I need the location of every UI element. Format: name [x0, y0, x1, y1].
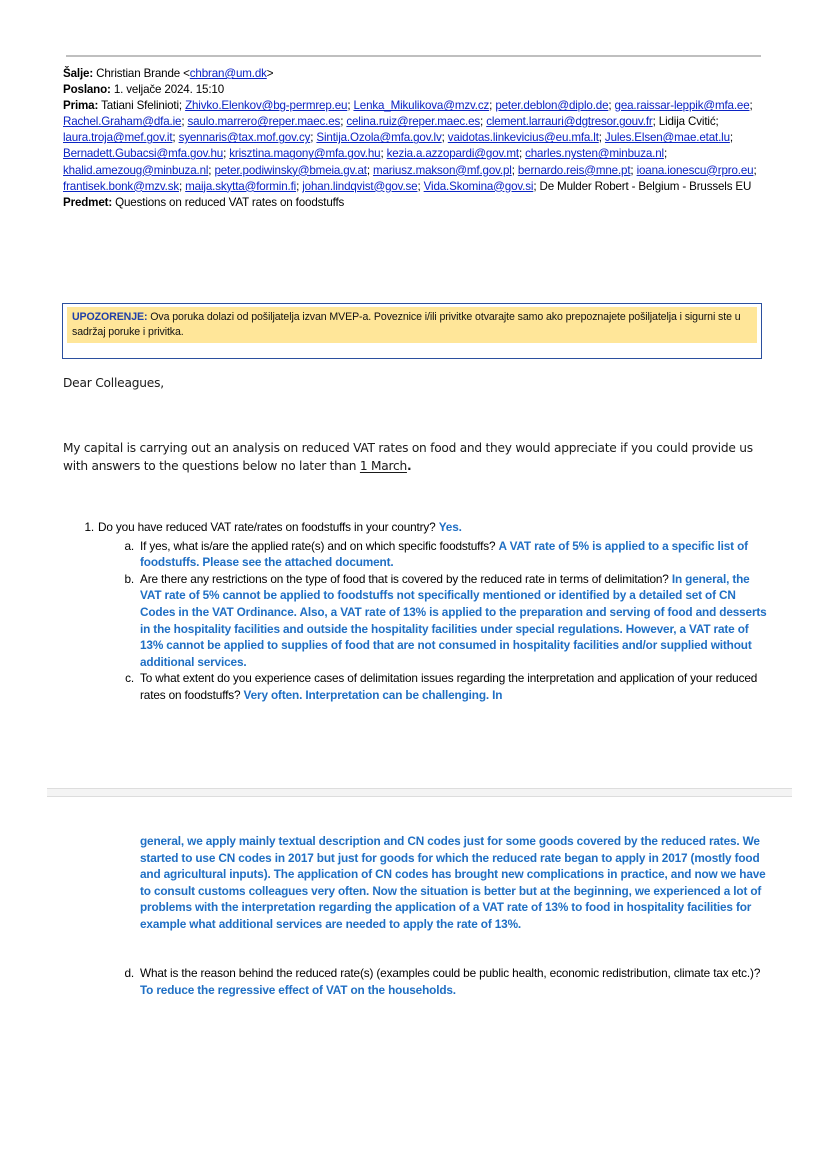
- recipient-email-link[interactable]: Vida.Skomina@gov.si: [423, 179, 534, 193]
- intro-paragraph: [63, 440, 768, 475]
- header-subject-line: [63, 195, 763, 211]
- question-item-1b: [0, 571, 827, 671]
- page-break-separator: [47, 788, 792, 797]
- question-1-marker: 1.: [84, 520, 94, 534]
- from-name: Christian Brande <: [96, 67, 190, 80]
- header-sent-line: [63, 82, 763, 98]
- recipient-email-link[interactable]: Zhivko.Elenkov@bg-permrep.eu: [185, 99, 348, 113]
- recipient-email-link[interactable]: Sintija.Ozola@mfa.gov.lv: [316, 131, 442, 145]
- recipient-email-link[interactable]: khalid.amezoug@minbuza.nl: [63, 163, 209, 177]
- answer-1: Yes.: [438, 520, 462, 534]
- recipient-email-link[interactable]: Rachel.Graham@dfa.ie: [63, 115, 182, 129]
- question-1d-marker: d.: [124, 966, 134, 980]
- recipient-email-link[interactable]: mariusz.makson@mf.gov.pl: [372, 163, 512, 177]
- to-label: Prima:: [63, 99, 99, 113]
- answer-1b: In general, the VAT rate of 5% cannot be applied to foodstuffs not specifically mentioned or identified by a detailed set of CN Codes in the VAT Ordinance. Also, a VAT rate of 13% is applied to the preparation and serving of food and desserts in the hospitality facilities and outside the hospitality facilities under special regulations. However, a VAT rate of 13% cannot be applied to supplies of food that are not consumed in hospitality facilities and/or supplied without additional services.: [140, 571, 767, 669]
- intro-text: My capital is carrying out an analysis on reduced VAT rates on food and they would appreciate if you could provide us with answers to the questions below no later than: [63, 441, 753, 473]
- recipient-email-link[interactable]: Bernadett.Gubacsi@mfa.gov.hu: [63, 147, 224, 161]
- recipient-email-link[interactable]: clement.larrauri@dgtresor.gouv.fr: [486, 115, 653, 129]
- recipient-email-link[interactable]: laura.troja@mef.gov.it: [63, 131, 173, 145]
- question-1b-marker: b.: [124, 571, 134, 586]
- question-1-text: Do you have reduced VAT rate/rates on foodstuffs in your country?: [98, 520, 439, 534]
- recipient-email-link[interactable]: ioana.ionescu@rpro.eu: [636, 163, 754, 177]
- warning-body: Ova poruka dolazi od pošiljatelja izvan MVEP-a. Poveznice i/ili privitke otvarajte samo ako prepoznajete pošiljatelja i sigurni ste u sadržaj poruke i privitka.: [72, 311, 741, 338]
- subject-value: Questions on reduced VAT rates on foodstuffs: [115, 195, 345, 209]
- intro-period: .: [406, 458, 412, 473]
- recipient-plain-name: Lidija Cvitić: [658, 115, 716, 129]
- recipient-email-link[interactable]: krisztina.magony@mfa.gov.hu: [229, 147, 381, 161]
- question-1b-text: Are there any restrictions on the type of food that is covered by the reduced rate in terms of delimitation?: [140, 571, 672, 586]
- question-1-subitems: [0, 538, 827, 704]
- recipient-email-link[interactable]: johan.lindqvist@gov.se: [302, 179, 418, 193]
- recipient-email-link[interactable]: gea.raissar-leppik@mfa.ee: [614, 99, 750, 113]
- question-item-1a: [0, 538, 827, 571]
- deadline-date: 1 March: [359, 458, 407, 473]
- sent-value: 1. veljače 2024. 15:10: [113, 83, 224, 97]
- from-bracket-close: >: [266, 67, 274, 80]
- warning-text-highlight: [67, 307, 757, 343]
- external-sender-warning-banner: [62, 303, 762, 359]
- recipient-email-link[interactable]: Jules.Elsen@mae.etat.lu: [604, 131, 730, 145]
- answer-1d: To reduce the regressive effect of VAT on the households.: [140, 982, 456, 997]
- recipient-email-link[interactable]: Lenka_Mikulikova@mzv.cz: [353, 99, 490, 113]
- from-email-link[interactable]: chbran@um.dk: [189, 67, 267, 80]
- recipient-email-link[interactable]: kezia.a.azzopardi@gov.mt: [386, 147, 519, 161]
- question-list-continued: [0, 965, 827, 998]
- header-to-line: [63, 98, 763, 195]
- recipient-email-link[interactable]: bernardo.reis@mne.pt: [517, 163, 631, 177]
- question-item-1: [0, 519, 827, 536]
- email-header: [63, 66, 763, 211]
- recipient-email-link[interactable]: syennaris@tax.mof.gov.cy: [178, 131, 311, 145]
- question-1a-marker: a.: [124, 538, 134, 553]
- header-divider-rule: [66, 55, 761, 57]
- question-item-1c: [0, 670, 827, 703]
- from-label: Šalje:: [63, 67, 94, 80]
- question-1c-marker: c.: [125, 671, 134, 686]
- recipient-email-link[interactable]: charles.nysten@minbuza.nl: [525, 147, 664, 161]
- recipient-email-link[interactable]: maija.skytta@formin.fi: [185, 179, 297, 193]
- subject-label: Predmet:: [63, 195, 113, 209]
- recipient-plain-name: De Mulder Robert - Belgium - Brussels EU: [539, 179, 752, 193]
- recipient-email-link[interactable]: celina.ruiz@reper.maec.es: [346, 115, 481, 129]
- recipient-email-link[interactable]: frantisek.bonk@mzv.sk: [63, 179, 180, 193]
- question-list: [0, 519, 827, 704]
- question-item-1d: [0, 965, 827, 998]
- header-from-line: [63, 66, 763, 82]
- recipient-email-link[interactable]: peter.podiwinsky@bmeia.gv.at: [214, 163, 367, 177]
- recipient-list: ; Zhivko.Elenkov@bg-permrep.eu; Lenka_Mikulikova@mzv.cz; peter.deblon@diplo.de; gea.raissar-leppik@mfa.ee; Rachel.Graham@dfa.ie; saulo.marrero@reper.maec.es; celina.ruiz@reper.maec.es; clement.larrauri@dgtresor.gouv.fr; Lidija Cvitić; laura.troja@mef.gov.it; syennaris@tax.mof.gov.cy; Sintija.Ozola@mfa.gov.lv; vaidotas.linkevicius@eu.mfa.lt; Jules.Elsen@mae.etat.lu; Bernadett.Gubacsi@mfa.gov.hu; krisztina.magony@mfa.gov.hu; kezia.a.azzopardi@gov.mt; charles.nysten@minbuza.nl; khalid.amezoug@minbuza.nl; peter.podiwinsky@bmeia.gv.at; mariusz.makson@mf.gov.pl; bernardo.reis@mne.pt; ioana.ionescu@rpro.eu; frantisek.bonk@mzv.sk; maija.skytta@formin.fi; johan.lindqvist@gov.se; Vida.Skomina@gov.si; De Mulder Robert - Belgium - Brussels EU: [63, 99, 757, 193]
- recipient-email-link[interactable]: vaidotas.linkevicius@eu.mfa.lt: [447, 131, 599, 145]
- question-1c-text: To what extent do you experience cases of delimitation issues regarding the interpretation and application of your reduced rates on foodstuffs?: [140, 671, 758, 702]
- answer-1c: Very often. Interpretation can be challenging. In: [243, 687, 503, 702]
- answer-1a: A VAT rate of 5% is applied to a specific list of foodstuffs. Please see the attached document.: [140, 538, 748, 570]
- recipient-email-link[interactable]: peter.deblon@diplo.de: [495, 99, 609, 113]
- answer-1c-continued: general, we apply mainly textual description and CN codes just for some goods covered by the reduced rates. We started to use CN codes in 2017 but just for goods for which the reduced rate began to apply in 2017 (mostly food and agricultural inputs). The application of CN codes has brought new complications in practice, and now we have to consult customs colleagues very often. Now the situation is better but at the beginning, we experienced a lot of problems with the interpretation regarding the application of a VAT rate of 13% to food in hospitality facilities for example what additional services are needed to apply the rate of 13%.: [140, 834, 766, 931]
- question-1d-text: What is the reason behind the reduced rate(s) (examples could be public health, economic redistribution, climate tax etc.)?: [140, 966, 761, 980]
- recipient-email-link[interactable]: saulo.marrero@reper.maec.es: [187, 115, 341, 129]
- recipient-plain-first: Tatiani Sfelinioti: [101, 99, 179, 113]
- sent-label: Poslano:: [63, 83, 111, 97]
- salutation: Dear Colleagues,: [63, 376, 164, 390]
- warning-title: UPOZORENJE:: [72, 311, 148, 323]
- question-1a-text: If yes, what is/are the applied rate(s) and on which specific foodstuffs?: [140, 538, 499, 553]
